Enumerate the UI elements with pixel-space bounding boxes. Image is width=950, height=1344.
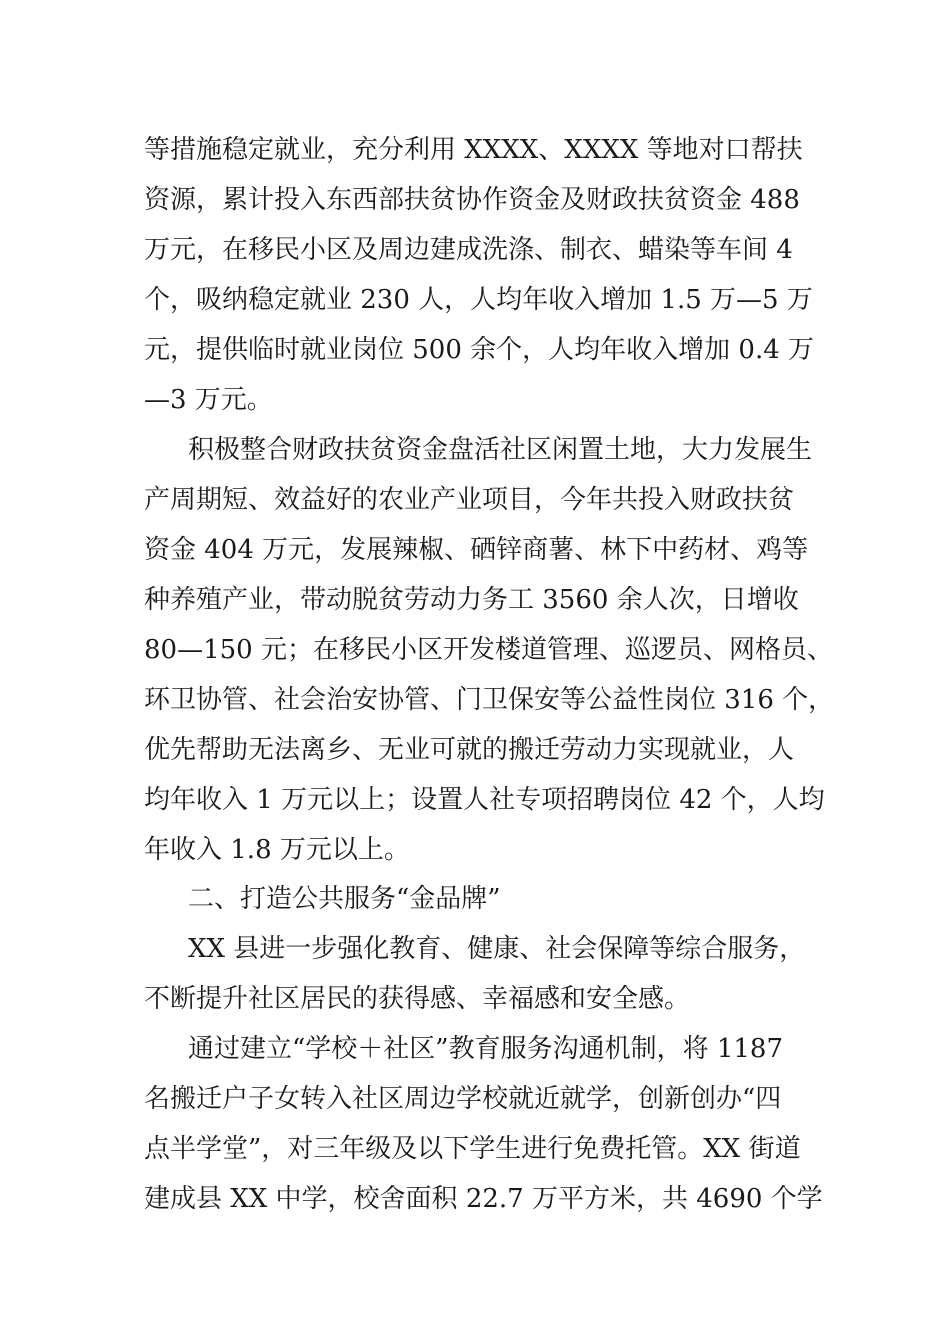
paragraph-line: 点半学堂”，对三年级及以下学生进行免费托管。XX 街道 [144,1134,801,1164]
paragraph-line: 万元，在移民小区及周边建成洗涤、制衣、蜡染等车间 4 [144,235,793,265]
paragraph-line: 优先帮助无法离乡、无业可就的搬迁劳动力实现就业，人 [144,735,795,765]
paragraph-line: 建成县 XX 中学，校舍面积 22.7 万平方米，共 4690 个学 [144,1184,823,1214]
paragraph-line: XX 县进一步强化教育、健康、社会保障等综合服务， [188,934,806,964]
paragraph-line: 年收入 1.8 万元以上。 [144,835,410,865]
paragraph-line: 不断提升社区居民的获得感、幸福感和安全感。 [144,984,691,1014]
paragraph-line: 积极整合财政扶贫资金盘活社区闲置土地，大力发展生 [188,435,813,465]
paragraph-line: 均年收入 1 万元以上；设置人社专项招聘岗位 42 个，人均 [144,785,825,815]
paragraph-line: 种养殖产业，带动脱贫劳动力务工 3560 余人次，日增收 [144,585,799,615]
paragraph-line: 个，吸纳稳定就业 230 人，人均年收入增加 1.5 万—5 万 [144,285,813,315]
paragraph-line: 产周期短、效益好的农业产业项目，今年共投入财政扶贫 [144,485,795,515]
paragraph-line: 环卫协管、社会治安协管、门卫保安等公益性岗位 316 个， [144,685,835,715]
paragraph-line: 等措施稳定就业，充分利用 XXXX、XXXX 等地对口帮扶 [144,135,803,165]
paragraph-line: 资源，累计投入东西部扶贫协作资金及财政扶贫资金 488 [144,185,800,215]
paragraph-line: 80—150 元；在移民小区开发楼道管理、巡逻员、网格员、 [144,635,833,665]
paragraph-line: 通过建立“学校＋社区”教育服务沟通机制，将 1187 [188,1034,784,1064]
paragraph-line: 资金 404 万元，发展辣椒、硒锌商薯、林下中药材、鸡等 [144,535,809,565]
paragraph-line: 元，提供临时就业岗位 500 余个，人均年收入增加 0.4 万 [144,335,815,365]
section-heading: 二、打造公共服务“金品牌” [188,884,501,914]
paragraph-line: 名搬迁户子女转入社区周边学校就近就学，创新创办“四 [144,1084,782,1114]
paragraph-line: —3 万元。 [144,385,273,415]
